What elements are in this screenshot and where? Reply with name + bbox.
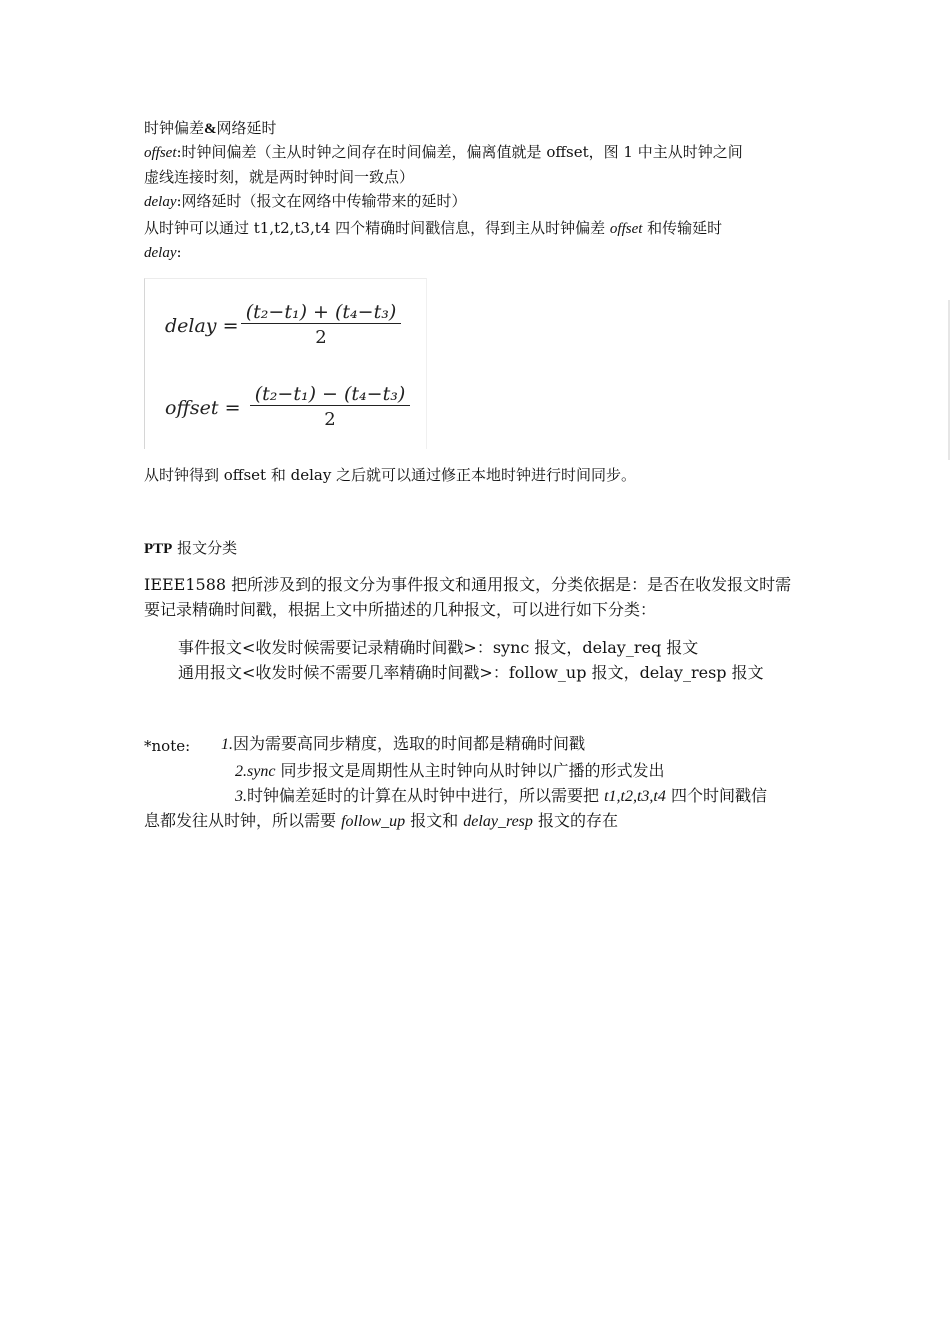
note-item-1 <box>221 733 585 756</box>
intro-text: 从时钟可以通过 t1,t2,t3,t4 四个精确时间戳信息，得到主从时钟偏差 <box>144 219 610 237</box>
offset-desc-cont: 虚线连接时刻，就是两时钟时间一致点） <box>144 168 415 186</box>
note-number: 2.sync <box>235 763 276 780</box>
delay-term: delay <box>144 194 177 210</box>
title-part: 时钟偏差 <box>144 119 205 137</box>
note-item-3-cont <box>144 810 618 833</box>
note-number: 1. <box>221 736 233 753</box>
offset-formula-fraction <box>250 383 410 430</box>
ieee-paragraph-cont: 要记录精确时间戳，根据上文中所描述的几种报文，可以进行如下分类： <box>144 600 657 619</box>
colon: : <box>176 243 182 261</box>
note-item-3 <box>235 785 767 808</box>
delay-formula-denominator: 2 <box>241 323 401 348</box>
intro-text: 和传输延时 <box>642 219 723 237</box>
note-text: 同步报文是周期性从主时钟向从时钟以广播的形式发出 <box>275 761 665 780</box>
delay-formula-numerator: (t₂−t₁) + (t₄−t₃) <box>245 301 397 323</box>
note-text: 时钟偏差延时的计算在从时钟中进行，所以需要把 <box>247 786 605 805</box>
delay-desc: :网络延时（报文在网络中传输带来的延时） <box>176 192 467 210</box>
offset-definition-cont <box>144 166 414 188</box>
delay-formula-fraction <box>241 301 401 348</box>
note-text: 息都发往从时钟，所以需要 <box>144 811 342 830</box>
note-item-2 <box>235 760 665 783</box>
note-text: 因为需要高同步精度，选取的时间都是精确时间戳 <box>233 734 586 753</box>
offset-term: offset <box>609 221 643 237</box>
note-text: 报文和 <box>405 811 464 830</box>
intro-paragraph-cont <box>144 241 182 264</box>
event-message-line: 事件报文<收发时候需要记录精确时间戳>：sync 报文，delay_req 报文 <box>178 638 699 657</box>
delay-definition <box>144 190 467 213</box>
general-message-line: 通用报文<收发时候不需要几率精确时间戳>：follow_up 报文，delay_resp 报文 <box>178 663 764 682</box>
section-title-clock-offset <box>144 117 277 140</box>
note-number: 3. <box>235 788 247 805</box>
delay-term: delay <box>144 245 177 261</box>
delay-formula-lhs: delay = <box>165 315 239 337</box>
ieee-paragraph: IEEE1588 把所涉及到的报文分为事件报文和通用报文，分类依据是：是否在收发报文时需 <box>144 575 792 594</box>
offset-term: offset <box>144 145 177 161</box>
note-italic: delay_resp <box>463 813 533 830</box>
offset-formula-lhs: offset = <box>165 397 241 419</box>
ptp-heading-rest: 报文分类 <box>172 539 238 557</box>
note-italic: t1,t2,t3,t4 <box>604 788 666 805</box>
after-formula-text: 从时钟得到 offset 和 delay 之后就可以通过修正本地时钟进行时间同步。 <box>144 466 637 484</box>
offset-desc: :时钟间偏差（主从时钟之间存在时间偏差，偏离值就是 offset，图 1 中主从时钟之间 <box>176 143 743 161</box>
title-ampersand: & <box>204 121 217 137</box>
note-text: 报文的存在 <box>532 811 618 830</box>
offset-formula-denominator: 2 <box>250 405 410 430</box>
note-italic: follow_up <box>341 813 406 830</box>
ptp-heading <box>144 537 237 560</box>
formula-image <box>144 278 427 449</box>
intro-paragraph <box>144 217 722 240</box>
offset-definition <box>144 141 743 164</box>
offset-formula-numerator: (t₂−t₁) − (t₄−t₃) <box>254 383 406 405</box>
title-part: 网络延时 <box>216 119 277 137</box>
note-label: *note: <box>144 737 191 755</box>
ptp-bold: PTP <box>144 541 173 557</box>
note-text: 四个时间戳信 <box>665 786 767 805</box>
